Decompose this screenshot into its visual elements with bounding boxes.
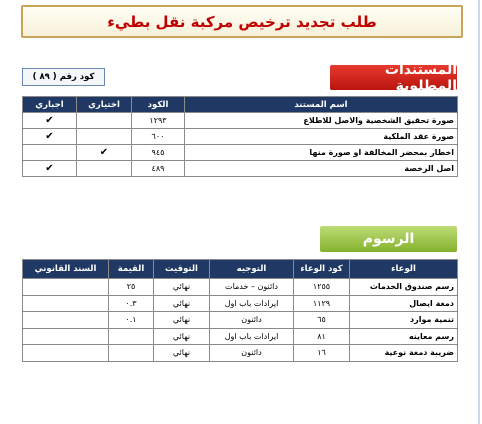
fee-legal bbox=[23, 328, 109, 345]
fee-item: رسم صندوق الخدمات bbox=[350, 279, 458, 296]
fee-value: ٠.١ bbox=[109, 312, 154, 329]
col-document-name: اسم المستند bbox=[185, 97, 458, 113]
document-name: صورة عقد الملكية bbox=[185, 129, 458, 145]
fee-value: ٢٥ bbox=[109, 279, 154, 296]
col-code: الكود bbox=[132, 97, 185, 113]
fee-timing: نهائي bbox=[154, 312, 210, 329]
fee-value bbox=[109, 328, 154, 345]
fee-legal bbox=[23, 295, 109, 312]
document-code: ٤٨٩ bbox=[132, 161, 185, 177]
fee-direction: دائنون bbox=[210, 345, 294, 362]
table-row bbox=[23, 113, 458, 129]
code-value: ( ٨٩ ) bbox=[32, 72, 57, 82]
col-mandatory: اجباري bbox=[23, 97, 77, 113]
fee-value: ٠.٣ bbox=[109, 295, 154, 312]
code-label: كود رقم bbox=[59, 72, 95, 82]
col-item-code: كود الوعاء bbox=[294, 260, 350, 279]
title-banner bbox=[21, 5, 463, 38]
fee-direction: دائنون – خدمات bbox=[210, 279, 294, 296]
fee-item: دمغة ايصال bbox=[350, 295, 458, 312]
col-optional: اختياري bbox=[77, 97, 132, 113]
documents-section-header: المستندات المطلوبة bbox=[330, 65, 457, 90]
fee-legal bbox=[23, 312, 109, 329]
document-code: ٦٠٠ bbox=[132, 129, 185, 145]
table-row bbox=[23, 129, 458, 145]
document-name: اخطار بمحضر المخالفة او صورة منها bbox=[185, 145, 458, 161]
document-code: ١٢٩٣ bbox=[132, 113, 185, 129]
fee-timing: نهائي bbox=[154, 279, 210, 296]
col-item: الوعاء bbox=[350, 260, 458, 279]
mandatory-check bbox=[23, 145, 77, 161]
table-row bbox=[23, 312, 458, 329]
table-row bbox=[23, 328, 458, 345]
document-code: ٩٤٥ bbox=[132, 145, 185, 161]
documents-table-header bbox=[23, 97, 458, 113]
table-row bbox=[23, 279, 458, 296]
optional-check: ✔ bbox=[77, 145, 132, 161]
mandatory-check: ✔ bbox=[23, 113, 77, 129]
mandatory-check: ✔ bbox=[23, 161, 77, 177]
fee-code: ٦٥ bbox=[294, 312, 350, 329]
table-row bbox=[23, 161, 458, 177]
fees-table bbox=[22, 259, 458, 362]
document-name: صورة تحقيق الشخصية والاصل للاطلاع bbox=[185, 113, 458, 129]
fee-item: تنمية موارد bbox=[350, 312, 458, 329]
table-row bbox=[23, 345, 458, 362]
fee-code: ١٦ bbox=[294, 345, 350, 362]
documents-table bbox=[22, 96, 458, 177]
fee-code: ١١٢٩ bbox=[294, 295, 350, 312]
fee-code: ٨١ bbox=[294, 328, 350, 345]
col-direction: التوجيه bbox=[210, 260, 294, 279]
optional-check bbox=[77, 161, 132, 177]
code-box bbox=[22, 68, 105, 86]
fee-legal bbox=[23, 345, 109, 362]
mandatory-check: ✔ bbox=[23, 129, 77, 145]
optional-check bbox=[77, 113, 132, 129]
fees-section-header: الرسوم bbox=[320, 226, 457, 252]
document-name: اصل الرخصة bbox=[185, 161, 458, 177]
fee-direction: ايرادات باب اول bbox=[210, 328, 294, 345]
fees-table-header bbox=[23, 260, 458, 279]
fee-item: رسم معاينه bbox=[350, 328, 458, 345]
table-row bbox=[23, 295, 458, 312]
fee-item: ضريبة دمغة نوعية bbox=[350, 345, 458, 362]
fee-timing: نهائي bbox=[154, 345, 210, 362]
optional-check bbox=[77, 129, 132, 145]
fee-code: ١٢٥٥ bbox=[294, 279, 350, 296]
col-legal-basis: السند القانوني bbox=[23, 260, 109, 279]
col-timing: التوقيت bbox=[154, 260, 210, 279]
table-row bbox=[23, 145, 458, 161]
col-value: القيمة bbox=[109, 260, 154, 279]
fee-direction: دائنون bbox=[210, 312, 294, 329]
page-edge-line bbox=[478, 0, 480, 424]
page-title: طلب تجديد ترخيص مركبة نقل بطيء bbox=[107, 12, 377, 31]
fee-direction: ايرادات باب اول bbox=[210, 295, 294, 312]
fee-timing: نهائي bbox=[154, 295, 210, 312]
fee-timing: نهائي bbox=[154, 328, 210, 345]
fee-legal bbox=[23, 279, 109, 296]
fee-value bbox=[109, 345, 154, 362]
